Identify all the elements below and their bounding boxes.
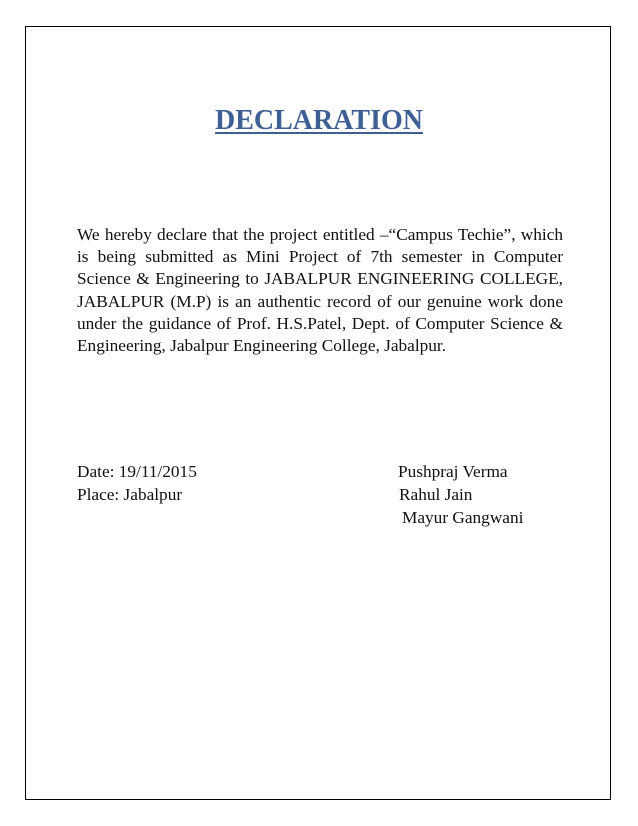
declaration-paragraph: We hereby declare that the project entitled –“Campus Techie”, which is being submitted as Mini Project of 7th semester in Computer Science & Engineering to JABALPUR ENGINEERING COLLEGE, JABALPUR (M.P) is an authentic record of our genuine work done under the guidance of Prof. H.S.Patel, Dept. of Computer Science & Engineering, Jabalpur Engineering College, Jabalpur. (77, 225, 563, 356)
member-name: Rahul Jain (399, 485, 473, 504)
declaration-title-text: DECLARATION (215, 105, 423, 136)
page-border (25, 26, 611, 800)
declaration-date: Date: 19/11/2015 (77, 462, 197, 481)
member-name: Mayur Gangwani (402, 508, 524, 527)
declaration-place: Place: Jabalpur (77, 485, 183, 504)
member-name: Pushpraj Verma (398, 462, 508, 481)
declaration-title (0, 103, 638, 139)
